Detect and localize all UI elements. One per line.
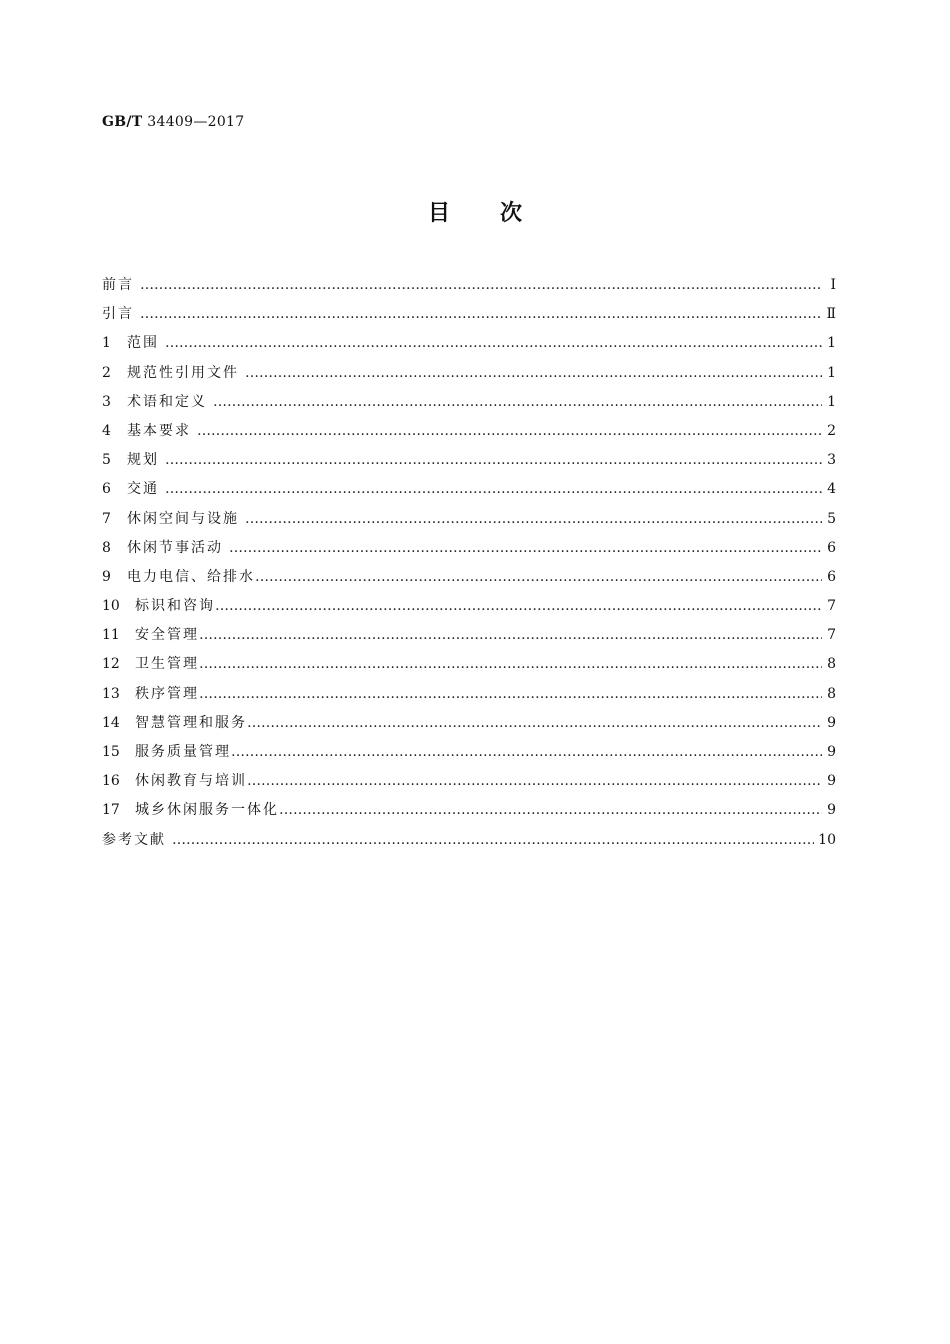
standard-code-number: 34409—2017 — [147, 114, 245, 130]
toc-entry-number: 12 — [102, 656, 120, 673]
toc-entry-label: 电力电信、给排水 — [127, 568, 255, 585]
toc-entry-leader-dots — [199, 680, 822, 709]
toc-entry-leader-dots — [231, 738, 822, 767]
toc-entry-label: 卫生管理 — [135, 656, 199, 673]
toc-entry[interactable] — [102, 446, 836, 475]
page-title-char-2: 次 — [500, 201, 523, 226]
toc-entry-leader-dots — [165, 475, 822, 504]
toc-entry-leader-dots — [165, 329, 822, 358]
toc-entry[interactable] — [102, 592, 836, 621]
toc-entry-page-number: 1 — [827, 335, 836, 352]
toc-entry-number: 4 — [102, 422, 111, 439]
toc-entry-number: 6 — [102, 481, 111, 498]
toc-entry-page-number: 4 — [827, 481, 836, 498]
toc-entry[interactable] — [102, 534, 836, 563]
toc-entry-number: 10 — [102, 598, 120, 615]
standard-code-prefix: GB/T — [102, 114, 143, 130]
toc-entry[interactable] — [102, 359, 836, 388]
toc-entry[interactable] — [102, 738, 836, 767]
toc-entry-number: 1 — [102, 335, 111, 352]
toc-entry-leader-dots — [247, 767, 822, 796]
toc-entry-leader-dots — [245, 359, 822, 388]
toc-entry-page-number: 9 — [827, 714, 836, 731]
toc-entry-leader-dots — [172, 826, 814, 855]
toc-entry[interactable] — [102, 300, 836, 329]
toc-entry-label: 交通 — [127, 481, 159, 498]
toc-entry-number: 17 — [102, 802, 120, 819]
toc-entry-page-number: 1 — [827, 393, 836, 410]
toc-entry-page-number: 3 — [827, 452, 836, 469]
toc-entry-leader-dots — [279, 796, 822, 825]
toc-entry-label: 引言 — [102, 306, 134, 323]
toc-entry-leader-dots — [165, 446, 822, 475]
page-title — [0, 196, 950, 227]
toc-entry[interactable] — [102, 505, 836, 534]
toc-entry[interactable] — [102, 650, 836, 679]
toc-entry-page-number: 9 — [827, 773, 836, 790]
toc-entry[interactable] — [102, 621, 836, 650]
toc-entry[interactable] — [102, 417, 836, 446]
toc-entry[interactable] — [102, 388, 836, 417]
toc-entry[interactable] — [102, 796, 836, 825]
toc-entry-number: 8 — [102, 539, 111, 556]
toc-entry-label: 秩序管理 — [135, 685, 199, 702]
toc-entry-leader-dots — [140, 271, 822, 300]
toc-entry-label: 基本要求 — [127, 422, 191, 439]
toc-entry-leader-dots — [140, 300, 822, 329]
toc-entry-label: 智慧管理和服务 — [135, 714, 247, 731]
toc-entry-label: 前言 — [102, 277, 134, 293]
toc-entry-label: 术语和定义 — [127, 393, 207, 410]
toc-entry[interactable] — [102, 475, 836, 504]
toc-entry-number: 5 — [102, 452, 111, 469]
toc-entry-number: 2 — [102, 364, 111, 381]
standard-code — [102, 114, 244, 130]
toc-entry[interactable] — [102, 271, 836, 300]
toc-entry-label: 休闲空间与设施 — [127, 510, 239, 527]
toc-entry-page-number: 2 — [827, 422, 836, 439]
toc-entry[interactable] — [102, 329, 836, 358]
toc-entry-page-number: Ⅱ — [826, 306, 836, 323]
toc-entry-label: 休闲节事活动 — [127, 539, 223, 556]
toc-entry[interactable] — [102, 680, 836, 709]
toc-entry-number: 11 — [102, 627, 120, 644]
toc-entry-label: 城乡休闲服务一体化 — [135, 802, 279, 819]
toc-entry-label: 安全管理 — [135, 627, 199, 644]
toc-entry[interactable] — [102, 767, 836, 796]
toc-entry[interactable] — [102, 826, 836, 855]
toc-entry-page-number: 1 — [827, 364, 836, 381]
toc-entry-label: 参考文献 — [102, 831, 166, 848]
toc-entry-number: 7 — [102, 510, 111, 527]
toc-entry-leader-dots — [247, 709, 822, 738]
toc-entry-leader-dots — [255, 563, 822, 592]
toc-entry-number: 9 — [102, 568, 111, 585]
toc-entry-label: 规范性引用文件 — [127, 364, 239, 381]
toc-entry[interactable] — [102, 563, 836, 592]
toc-entry-leader-dots — [215, 592, 822, 621]
toc-entry-number: 14 — [102, 714, 120, 731]
toc-entry-leader-dots — [199, 650, 822, 679]
toc-entry-number: 13 — [102, 685, 120, 702]
toc-entry-number: 3 — [102, 393, 111, 410]
toc-entry-leader-dots — [197, 417, 822, 446]
toc-entry-page-number: 10 — [818, 831, 836, 848]
page-title-char-1: 目 — [427, 201, 450, 226]
table-of-contents — [102, 271, 836, 855]
toc-entry-label: 范围 — [127, 335, 159, 352]
toc-entry-leader-dots — [213, 388, 822, 417]
toc-entry-page-number: 7 — [827, 598, 836, 615]
toc-entry-number: 15 — [102, 744, 120, 760]
toc-entry-label: 休闲教育与培训 — [135, 773, 247, 790]
toc-entry-page-number: 9 — [827, 802, 836, 819]
toc-entry-page-number: 7 — [827, 627, 836, 644]
toc-entry-leader-dots — [245, 505, 822, 534]
toc-entry-page-number: Ⅰ — [830, 277, 836, 293]
toc-entry-page-number: 8 — [827, 656, 836, 673]
toc-entry-number: 16 — [102, 773, 120, 790]
toc-entry-page-number: 8 — [827, 685, 836, 702]
toc-entry-page-number: 9 — [827, 744, 836, 760]
toc-entry-leader-dots — [199, 621, 822, 650]
toc-entry-page-number: 5 — [827, 510, 836, 527]
toc-entry-page-number: 6 — [827, 568, 836, 585]
toc-entry-label: 服务质量管理 — [135, 744, 231, 760]
toc-entry-page-number: 6 — [827, 539, 836, 556]
toc-entry[interactable] — [102, 709, 836, 738]
toc-entry-label: 规划 — [127, 452, 159, 469]
toc-entry-leader-dots — [229, 534, 822, 563]
toc-entry-label: 标识和咨询 — [135, 598, 215, 615]
